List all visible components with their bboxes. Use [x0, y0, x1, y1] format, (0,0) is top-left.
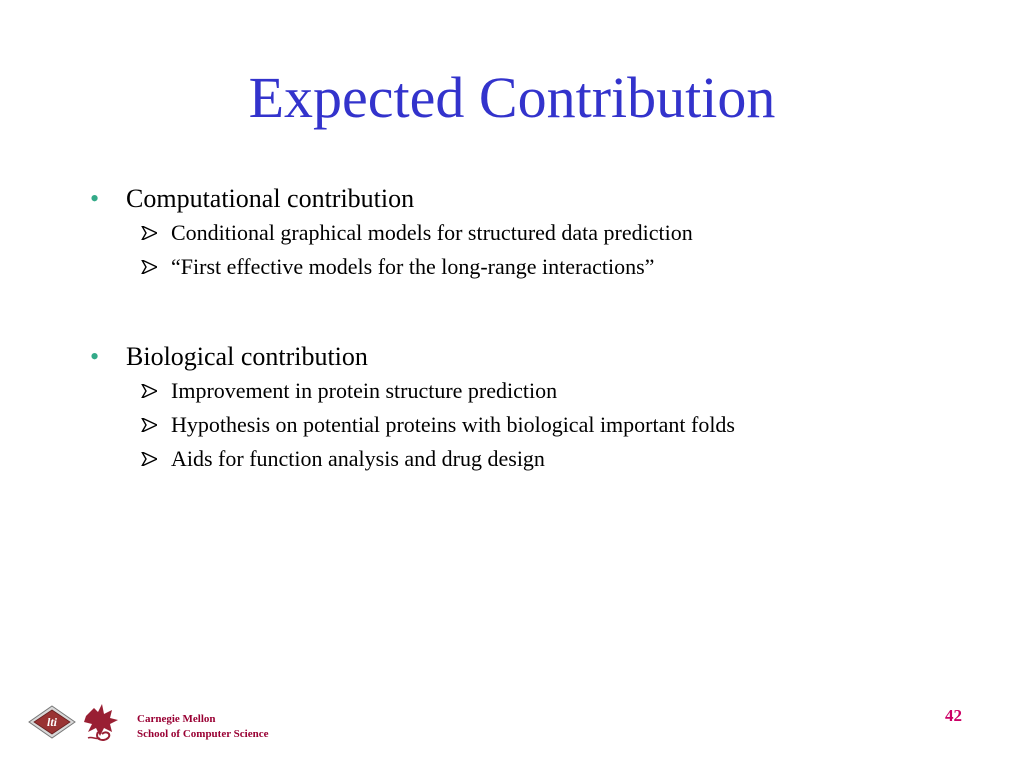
section-computational	[88, 182, 988, 284]
institution-label	[137, 712, 268, 742]
bullet-text: Improvement in protein structure prediction	[171, 378, 558, 403]
bullet-dot-icon: •	[90, 184, 100, 213]
arrow-bullet-icon	[141, 452, 157, 466]
slide-title: Expected Contribution	[248, 65, 776, 130]
bullet-text: Conditional graphical models for structured data prediction	[171, 220, 693, 245]
bullet-item-level2	[88, 250, 988, 284]
bullet-text: “First effective models for the long-range interactions”	[171, 254, 655, 279]
lti-logo-text: lti	[46, 715, 58, 729]
dragon-logo-icon	[82, 702, 122, 744]
section-heading: Biological contribution	[126, 342, 368, 371]
section-biological	[88, 340, 988, 476]
bullet-item-level2	[88, 374, 988, 408]
lti-logo-icon	[28, 705, 76, 739]
bullet-item-level2	[88, 442, 988, 476]
slide-content	[88, 182, 988, 476]
bullet-text: Hypothesis on potential proteins with biological important folds	[171, 412, 735, 437]
arrow-bullet-icon	[141, 384, 157, 398]
arrow-bullet-icon	[141, 260, 157, 274]
section-heading: Computational contribution	[126, 184, 415, 213]
page-number: 42	[945, 706, 962, 725]
arrow-bullet-icon	[141, 418, 157, 432]
bullet-item-level2	[88, 216, 988, 250]
bullet-dot-icon: •	[90, 342, 100, 371]
institution-line2: School of Computer Science	[137, 728, 269, 740]
bullet-item-level2	[88, 408, 988, 442]
bullet-text: Aids for function analysis and drug design	[171, 446, 545, 471]
arrow-bullet-icon	[141, 226, 157, 240]
institution-line1: Carnegie Mellon	[137, 713, 216, 725]
bullet-item-level1	[88, 340, 988, 374]
bullet-item-level1	[88, 182, 988, 216]
